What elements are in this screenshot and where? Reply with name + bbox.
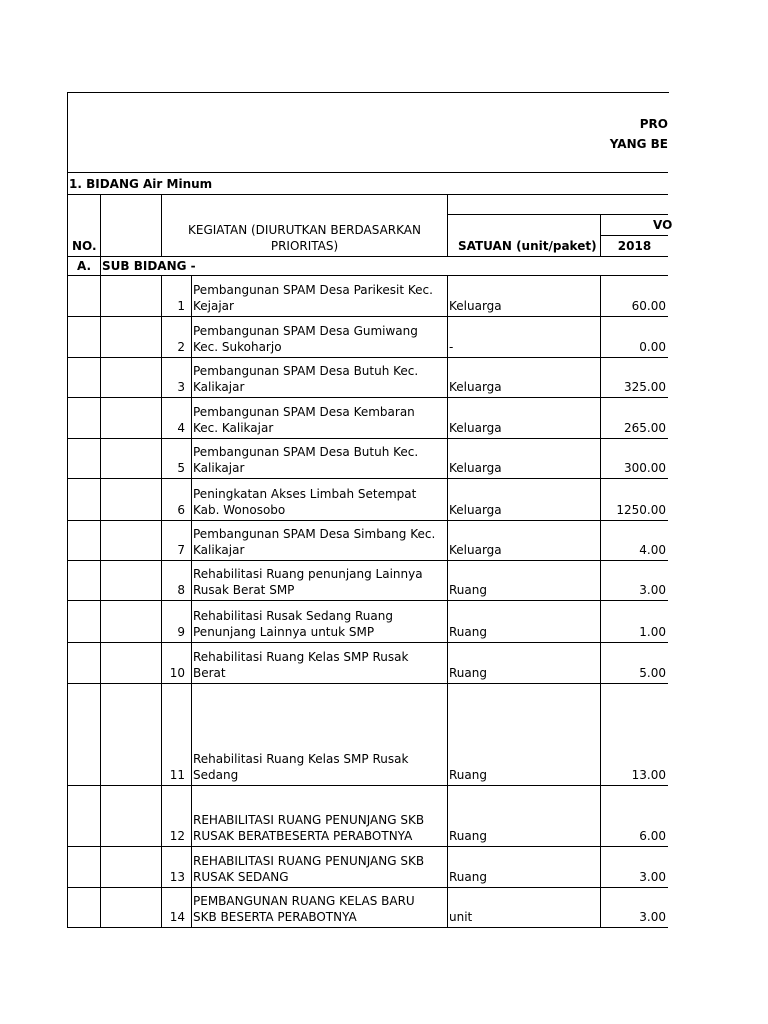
row-border bbox=[67, 887, 668, 888]
row-border bbox=[67, 397, 668, 398]
row-satuan: Ruang bbox=[449, 666, 487, 680]
row-kegiatan: Kalikajar bbox=[193, 461, 245, 475]
row-kegiatan: Kec. Kalikajar bbox=[193, 421, 274, 435]
row-number: 4 bbox=[177, 421, 185, 435]
cell-border bbox=[447, 316, 448, 357]
row-number: 11 bbox=[169, 768, 185, 782]
cell-border bbox=[100, 887, 101, 927]
row-value: 325.00 bbox=[624, 380, 666, 394]
row-border bbox=[67, 357, 668, 358]
col-line-3 bbox=[447, 194, 448, 256]
row-kegiatan: Penunjang Lainnya untuk SMP bbox=[193, 625, 375, 639]
row-border bbox=[67, 927, 668, 928]
row-value: 60.00 bbox=[631, 299, 666, 313]
col-line-1 bbox=[100, 194, 101, 256]
subbidang-letter: A. bbox=[77, 259, 92, 273]
cell-border bbox=[100, 438, 101, 478]
cell-border bbox=[447, 683, 448, 785]
header-divider bbox=[67, 172, 668, 173]
subbidang-bottom bbox=[67, 275, 668, 276]
row-kegiatan: Rehabilitasi Ruang penunjang Lainnya bbox=[193, 567, 423, 581]
cell-border bbox=[447, 887, 448, 927]
row-value: 6.00 bbox=[639, 829, 666, 843]
row-kegiatan: RUSAK BERATBESERTA PERABOTNYA bbox=[193, 829, 413, 843]
row-number: 8 bbox=[177, 583, 185, 597]
row-border bbox=[67, 520, 668, 521]
column-header-bottom bbox=[67, 256, 668, 257]
subbidang-label: SUB BIDANG - bbox=[102, 259, 196, 273]
cell-border bbox=[100, 275, 101, 316]
cell-border bbox=[100, 316, 101, 357]
col-header-volume: VO bbox=[653, 218, 673, 232]
cell-border bbox=[100, 846, 101, 887]
row-kegiatan: Kec. Sukoharjo bbox=[193, 340, 282, 354]
row-satuan: Keluarga bbox=[449, 543, 502, 557]
row-value: 1.00 bbox=[639, 625, 666, 639]
row-kegiatan: Rehabilitasi Ruang Kelas SMP Rusak bbox=[193, 650, 409, 664]
row-kegiatan: REHABILITASI RUANG PENUNJANG SKB bbox=[193, 854, 425, 868]
row-kegiatan: Pembangunan SPAM Desa Kembaran bbox=[193, 405, 415, 419]
cell-border bbox=[191, 560, 192, 600]
row-number: 6 bbox=[177, 503, 185, 517]
title-line-1: PRO bbox=[639, 117, 668, 131]
row-kegiatan: Pembangunan SPAM Desa Butuh Kec. bbox=[193, 364, 419, 378]
row-number: 13 bbox=[169, 870, 185, 884]
row-border bbox=[67, 846, 668, 847]
row-border bbox=[67, 560, 668, 561]
row-satuan: Keluarga bbox=[449, 421, 502, 435]
cell-border bbox=[447, 520, 448, 560]
row-satuan: Keluarga bbox=[449, 461, 502, 475]
row-border bbox=[67, 600, 668, 601]
row-kegiatan: Kab. Wonosobo bbox=[193, 503, 286, 517]
cell-border bbox=[100, 600, 101, 642]
subbidang-col-line bbox=[100, 256, 101, 275]
cell-border bbox=[100, 397, 101, 438]
row-border bbox=[67, 478, 668, 479]
row-kegiatan: RUSAK SEDANG bbox=[193, 870, 289, 884]
row-value: 3.00 bbox=[639, 910, 666, 924]
row-kegiatan: Rehabilitasi Ruang Kelas SMP Rusak bbox=[193, 752, 409, 766]
row-value: 3.00 bbox=[639, 583, 666, 597]
row-kegiatan: Berat bbox=[193, 666, 226, 680]
row-satuan: Ruang bbox=[449, 870, 487, 884]
row-number: 1 bbox=[177, 299, 185, 313]
row-kegiatan: Rehabilitasi Rusak Sedang Ruang bbox=[193, 609, 393, 623]
row-number: 9 bbox=[177, 625, 185, 639]
cell-border bbox=[191, 846, 192, 887]
row-satuan: Keluarga bbox=[449, 503, 502, 517]
row-number: 14 bbox=[169, 910, 185, 924]
row-border bbox=[67, 438, 668, 439]
cell-border bbox=[100, 642, 101, 683]
row-kegiatan: Kejajar bbox=[193, 299, 234, 313]
cell-border bbox=[191, 275, 192, 316]
row-number: 2 bbox=[177, 340, 185, 354]
row-kegiatan: REHABILITASI RUANG PENUNJANG SKB bbox=[193, 813, 425, 827]
cell-border bbox=[447, 357, 448, 397]
row-value: 13.00 bbox=[631, 768, 666, 782]
row-value: 1250.00 bbox=[616, 503, 666, 517]
cell-border bbox=[191, 785, 192, 846]
cell-border bbox=[191, 642, 192, 683]
col-header-satuan: SATUAN (unit/paket) bbox=[458, 239, 597, 253]
year-header-divider bbox=[600, 235, 668, 236]
col-header-no: NO. bbox=[72, 239, 97, 253]
cell-border bbox=[447, 560, 448, 600]
row-satuan: unit bbox=[449, 910, 473, 924]
row-number: 7 bbox=[177, 543, 185, 557]
row-kegiatan: SKB BESERTA PERABOTNYA bbox=[193, 910, 357, 924]
cell-border bbox=[100, 560, 101, 600]
cell-border bbox=[447, 846, 448, 887]
section-title: 1. BIDANG Air Minum bbox=[69, 177, 213, 191]
cell-border bbox=[191, 316, 192, 357]
cell-border bbox=[100, 683, 101, 785]
row-satuan: Ruang bbox=[449, 583, 487, 597]
row-value: 300.00 bbox=[624, 461, 666, 475]
row-kegiatan: Pembangunan SPAM Desa Butuh Kec. bbox=[193, 445, 419, 459]
row-kegiatan: Sedang bbox=[193, 768, 239, 782]
row-value: 265.00 bbox=[624, 421, 666, 435]
table-frame bbox=[67, 92, 669, 928]
row-kegiatan: Kalikajar bbox=[193, 543, 245, 557]
row-kegiatan: Pembangunan SPAM Desa Parikesit Kec. bbox=[193, 283, 433, 297]
cell-border bbox=[191, 600, 192, 642]
cell-border bbox=[191, 478, 192, 520]
cell-border bbox=[191, 683, 192, 785]
row-satuan: Keluarga bbox=[449, 299, 502, 313]
cell-border bbox=[100, 357, 101, 397]
cell-border bbox=[447, 642, 448, 683]
row-number: 12 bbox=[169, 829, 185, 843]
row-kegiatan: Kalikajar bbox=[193, 380, 245, 394]
cell-border bbox=[447, 397, 448, 438]
row-number: 5 bbox=[177, 461, 185, 475]
cell-border bbox=[191, 438, 192, 478]
cell-border bbox=[447, 600, 448, 642]
row-kegiatan: PEMBANGUNAN RUANG KELAS BARU bbox=[193, 894, 415, 908]
section-divider bbox=[67, 194, 668, 195]
row-satuan: Ruang bbox=[449, 829, 487, 843]
row-kegiatan: Peningkatan Akses Limbah Setempat bbox=[193, 487, 417, 501]
cell-border bbox=[447, 438, 448, 478]
cell-border bbox=[191, 357, 192, 397]
cell-border bbox=[100, 478, 101, 520]
cell-border bbox=[447, 478, 448, 520]
row-number: 10 bbox=[169, 666, 185, 680]
row-kegiatan: Pembangunan SPAM Desa Simbang Kec. bbox=[193, 527, 436, 541]
row-border bbox=[67, 683, 668, 684]
row-value: 3.00 bbox=[639, 870, 666, 884]
cell-border bbox=[100, 785, 101, 846]
row-number: 3 bbox=[177, 380, 185, 394]
cell-border bbox=[447, 785, 448, 846]
row-satuan: Ruang bbox=[449, 768, 487, 782]
row-value: 5.00 bbox=[639, 666, 666, 680]
col-header-kegiatan-1: KEGIATAN (DIURUTKAN BERDASARKAN bbox=[188, 223, 421, 237]
row-border bbox=[67, 785, 668, 786]
row-kegiatan: Rusak Berat SMP bbox=[193, 583, 295, 597]
cell-border bbox=[447, 275, 448, 316]
row-satuan: Ruang bbox=[449, 625, 487, 639]
cell-border bbox=[191, 520, 192, 560]
title-line-2: YANG BE bbox=[609, 137, 668, 151]
col-header-year: 2018 bbox=[617, 239, 652, 253]
cell-border bbox=[191, 887, 192, 927]
row-border bbox=[67, 316, 668, 317]
cell-border bbox=[191, 397, 192, 438]
row-border bbox=[67, 642, 668, 643]
cell-border bbox=[100, 520, 101, 560]
row-value: 4.00 bbox=[639, 543, 666, 557]
row-satuan: Keluarga bbox=[449, 380, 502, 394]
volume-header-divider bbox=[447, 214, 668, 215]
col-header-kegiatan-2: PRIORITAS) bbox=[270, 239, 339, 253]
row-satuan: - bbox=[449, 340, 454, 354]
row-kegiatan: Pembangunan SPAM Desa Gumiwang bbox=[193, 324, 418, 338]
row-value: 0.00 bbox=[639, 340, 666, 354]
